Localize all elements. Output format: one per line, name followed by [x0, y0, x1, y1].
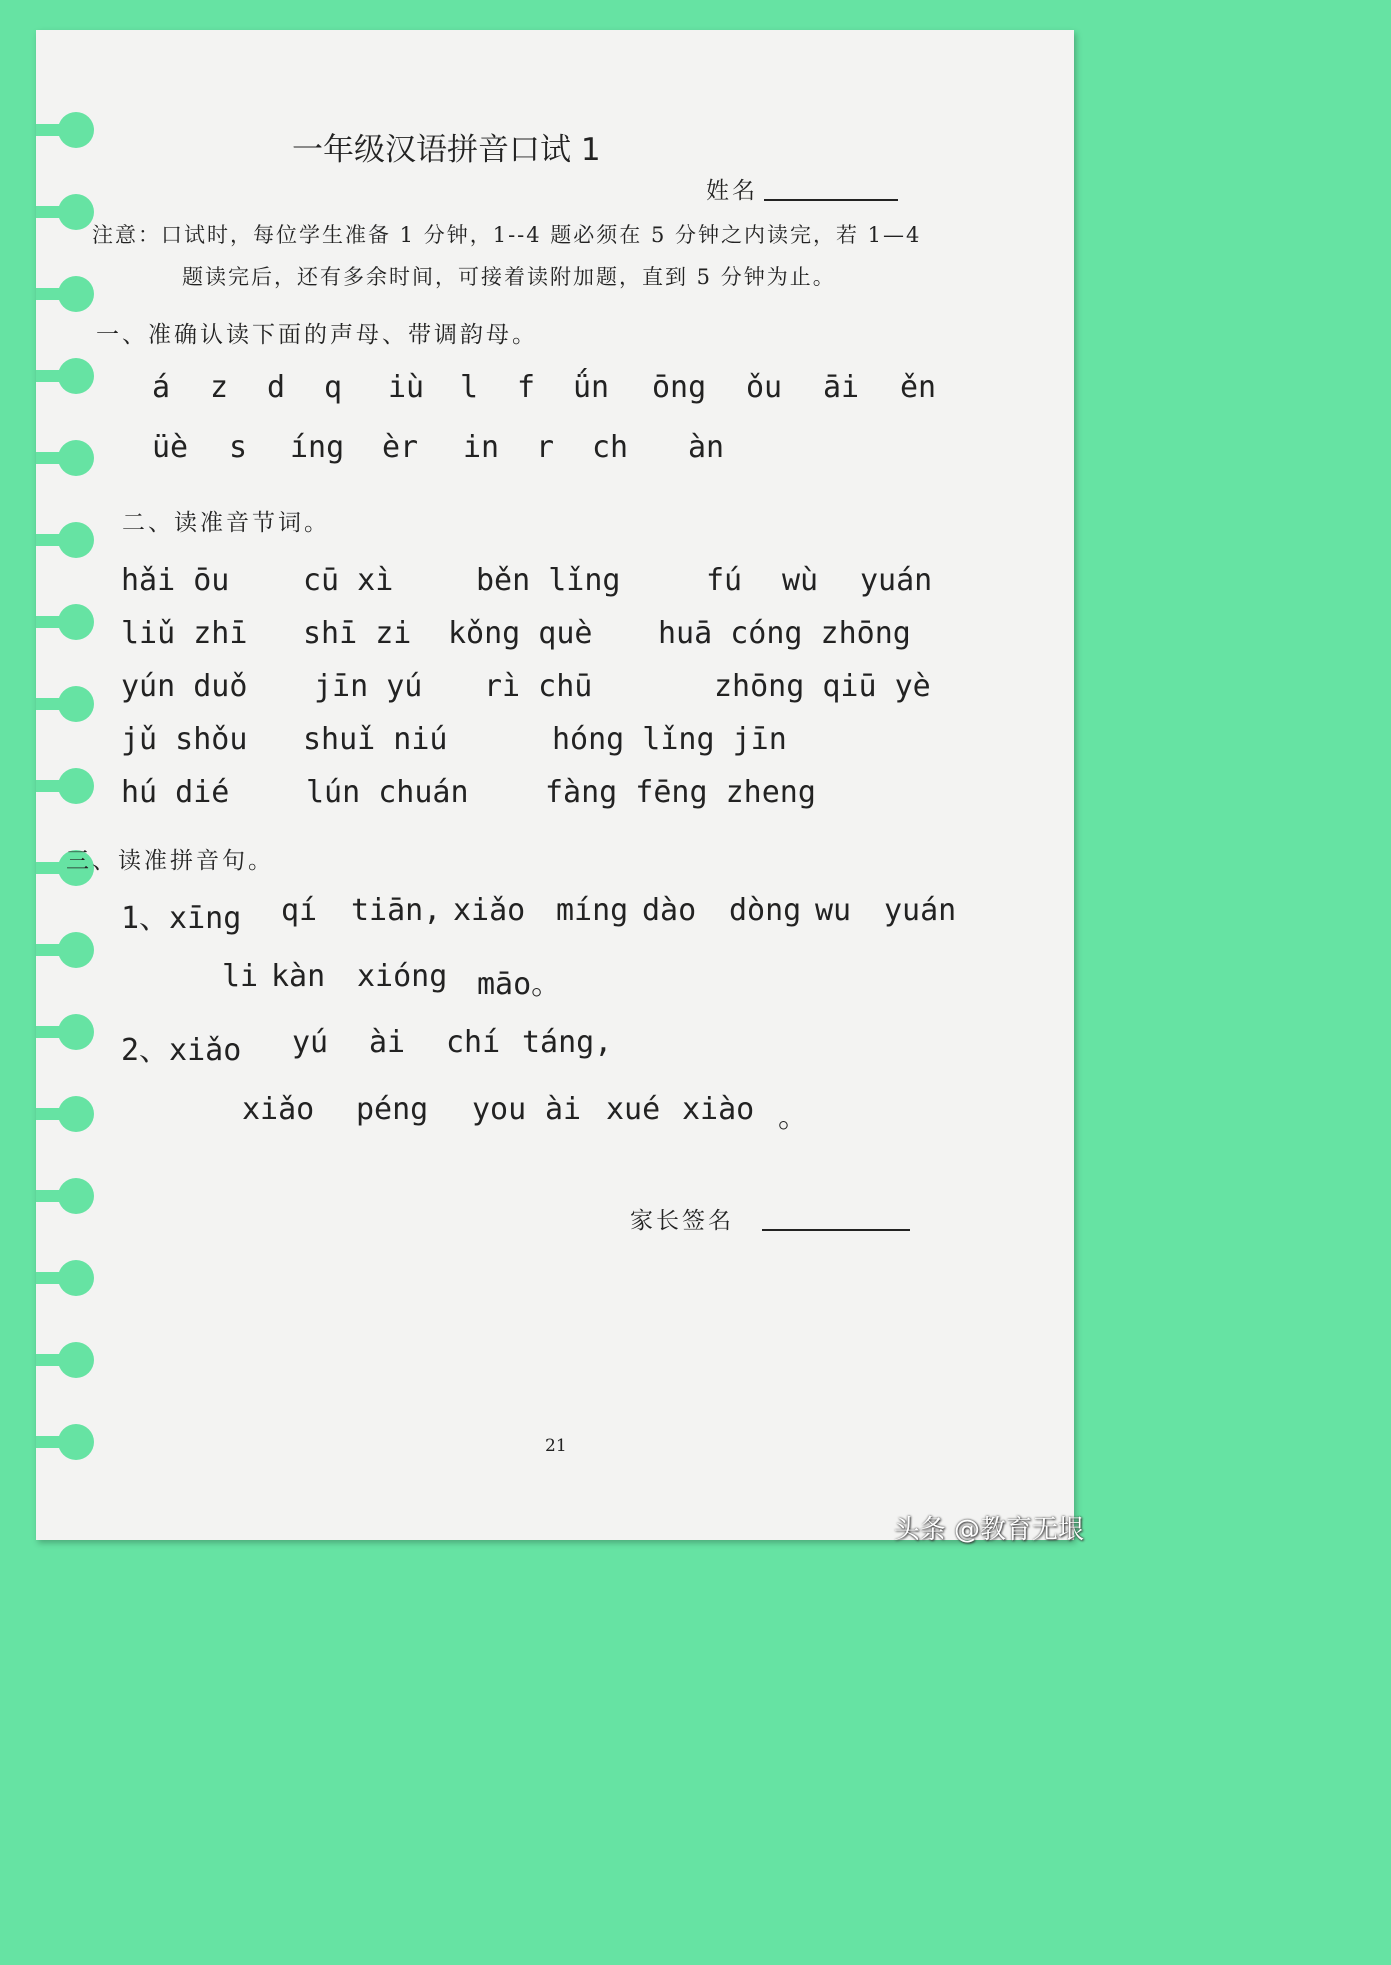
sentence-syllable: māo。 [477, 967, 562, 1002]
syllable: üè [152, 430, 189, 465]
word: lún chuán [306, 775, 469, 810]
watermark: 头条 @教育无垠 [893, 1515, 1084, 1545]
sentence-syllable: táng, [522, 1025, 613, 1060]
sentence-syllable: xué [606, 1092, 661, 1127]
syllable: r [536, 430, 555, 465]
sentence-syllable: 1、xīng [121, 901, 242, 936]
syllable: íng [290, 430, 345, 465]
sentence-syllable: li [222, 959, 259, 994]
sentence-syllable: péng [356, 1092, 429, 1127]
word: hǎi ōu [121, 563, 230, 598]
word: hú dié [121, 775, 230, 810]
page-number: 21 [545, 1436, 567, 1456]
sentence-syllable: ài [545, 1092, 582, 1127]
note-line-1: 注意：口试时，每位学生准备 1 分钟，1--4 题必须在 5 分钟之内读完，若 1—4 [92, 223, 922, 247]
sentence-syllable: míng [556, 893, 629, 928]
sentence-syllable: tiān, [351, 893, 442, 928]
sentence-syllable: kàn [271, 959, 326, 994]
sentence-syllable: xióng [357, 959, 448, 994]
syllable: s [229, 430, 248, 465]
word: liǔ zhī [121, 616, 248, 651]
binder-ring-icon [36, 1012, 94, 1052]
section2-heading: 二、读准音节词。 [122, 510, 330, 536]
parent-sign-blank-line [762, 1229, 910, 1231]
section3-heading: 三、读准拼音句。 [66, 848, 274, 874]
word: shī zi [303, 616, 412, 651]
word: zhōng qiū yè [714, 669, 931, 704]
word: yuán [860, 563, 933, 598]
sentence-syllable: ài [369, 1025, 406, 1060]
syllable: q [324, 370, 343, 405]
word: fàng fēng zheng [545, 775, 816, 810]
word: shuǐ niú [303, 722, 448, 757]
binder-ring-icon [36, 274, 94, 314]
binder-ring-icon [36, 930, 94, 970]
sentence-syllable: xiǎo [453, 893, 526, 928]
syllable: ǘn [573, 370, 610, 405]
syllable: àn [688, 430, 725, 465]
note-line-2: 题读完后，还有多余时间，可接着读附加题，直到 5 分钟为止。 [182, 265, 836, 289]
sentence-syllable: dào [642, 893, 697, 928]
word: huā cóng zhōng [658, 616, 911, 651]
word: cū xì [303, 563, 394, 598]
syllable: iù [388, 370, 425, 405]
name-blank-line [764, 199, 898, 201]
parent-sign-label: 家长签名 [630, 1208, 734, 1234]
sentence-syllable: chí [446, 1025, 501, 1060]
sentence-syllable: xiǎo [242, 1092, 315, 1127]
word: běn lǐng [476, 563, 621, 598]
syllable: ěn [900, 370, 937, 405]
binder-ring-icon [36, 1422, 94, 1462]
word: hóng lǐng jīn [552, 722, 787, 757]
binder-ring-icon [36, 602, 94, 642]
section1-heading: 一、准确认读下面的声母、带调韵母。 [96, 322, 538, 348]
syllable: ǒu [746, 370, 783, 405]
syllable: èr [382, 430, 419, 465]
word: rì chū [484, 669, 593, 704]
binder-ring-icon [36, 1340, 94, 1380]
syllable: z [210, 370, 229, 405]
binder-ring-icon [36, 192, 94, 232]
binder-ring-icon [36, 766, 94, 806]
sentence-syllable: wu [815, 893, 852, 928]
sentence-syllable: yú [292, 1025, 329, 1060]
syllable: d [267, 370, 286, 405]
name-label: 姓名 [706, 178, 758, 204]
binder-ring-icon [36, 1094, 94, 1134]
sentence-syllable: 2、xiǎo [121, 1033, 242, 1068]
sentence-syllable: xiào [682, 1092, 755, 1127]
sentence-syllable: dòng [729, 893, 802, 928]
syllable: in [463, 430, 500, 465]
binder-ring-icon [36, 1176, 94, 1216]
sentence-syllable: 。 [778, 1100, 808, 1135]
word: fú [706, 563, 743, 598]
binder-ring-icon [36, 110, 94, 150]
binder-ring-icon [36, 520, 94, 560]
syllable: ch [592, 430, 629, 465]
sentence-syllable: you [472, 1092, 527, 1127]
syllable: ōng [652, 370, 707, 405]
syllable: f [517, 370, 536, 405]
sentence-syllable: yuán [884, 893, 957, 928]
word: jǔ shǒu [121, 722, 248, 757]
word: jīn yú [314, 669, 423, 704]
syllable: á [152, 370, 171, 405]
binder-ring-icon [36, 1258, 94, 1298]
syllable: l [460, 370, 479, 405]
word: wù [782, 563, 819, 598]
binder-ring-icon [36, 684, 94, 724]
binder-ring-icon [36, 438, 94, 478]
word: kǒng què [448, 616, 593, 651]
syllable: āi [823, 370, 860, 405]
binder-ring-icon [36, 356, 94, 396]
page-title: 一年级汉语拼音口试 1 [292, 132, 601, 168]
word: yún duǒ [121, 669, 248, 704]
sentence-syllable: qí [281, 893, 318, 928]
